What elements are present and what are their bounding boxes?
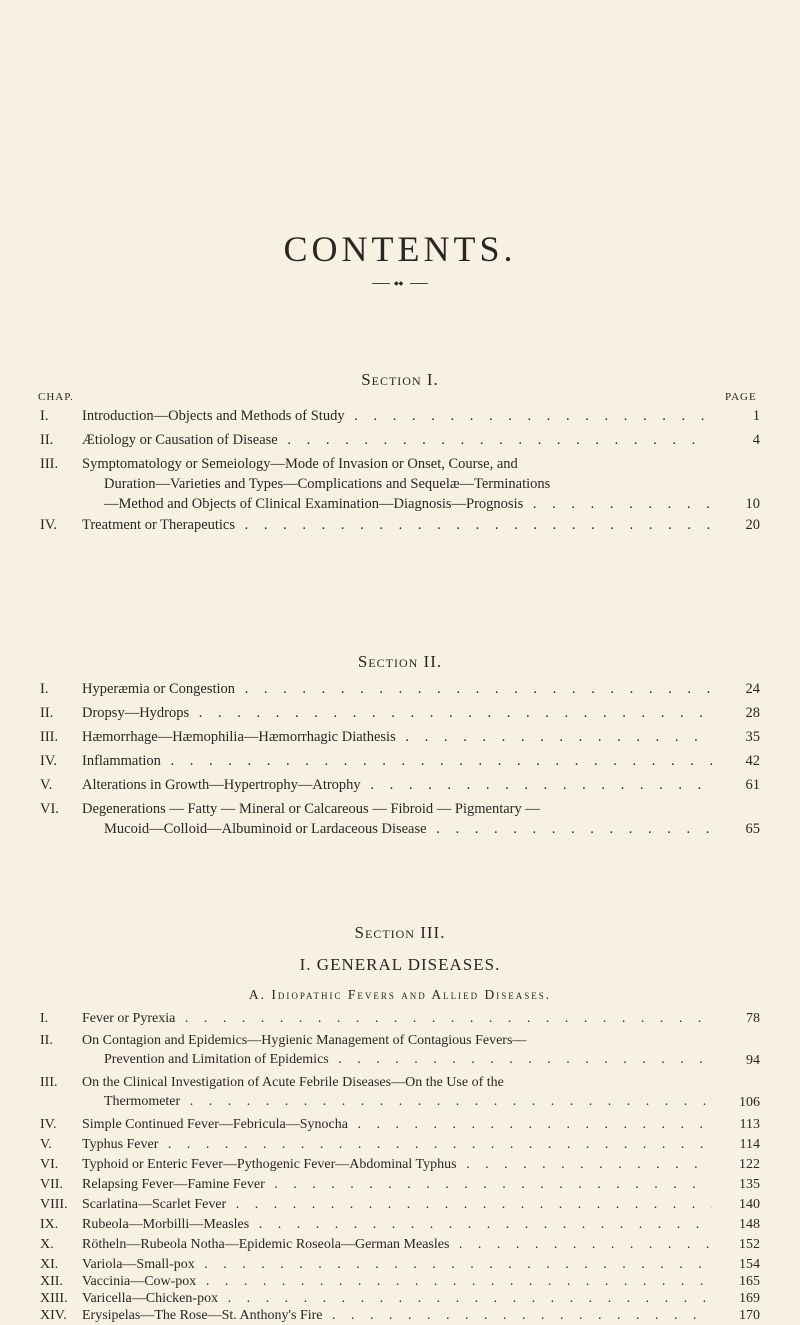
section-3-subheading: I. GENERAL DISEASES. (299, 955, 501, 974)
chapter-title-line: Introduction—Objects and Methods of Study . . . (82, 406, 712, 426)
page-number: 10 (745, 496, 760, 512)
chapter-number: VI. (40, 1157, 59, 1172)
chapter-title-line: Hæmorrhage—Hæmophilia—Hæmorrhagic Diathesis . . . (82, 727, 712, 747)
chapter-title-line: Relapsing Fever—Famine Fever . . . (82, 1175, 712, 1194)
chapter-number: XII. (40, 1274, 63, 1289)
chapter-number: X. (40, 1237, 54, 1252)
chapter-title-line: Dropsy—Hydrops . . . (82, 703, 712, 723)
chapter-title (82, 515, 712, 535)
chapter-title (82, 1009, 712, 1028)
page-number: 113 (739, 1117, 760, 1132)
chapter-number: IX. (40, 1217, 59, 1232)
page-column-header: PAGE (725, 391, 757, 403)
chapter-title-line: Variola—Small-pox . . . (82, 1255, 712, 1274)
chapter-title-line: —Method and Objects of Clinical Examination—Diagnosis—Prognosis . . . (82, 494, 712, 514)
page-number: 42 (745, 753, 760, 769)
chapter-title-line: Inflammation . . . (82, 751, 712, 771)
chapter-number: II. (40, 432, 54, 448)
page-number: 140 (739, 1197, 760, 1212)
chapter-title (82, 775, 712, 795)
chapter-title-line: Degenerations — Fatty — Mineral or Calcareous — Fibroid — Pigmentary — (82, 801, 540, 817)
page-number: 170 (739, 1308, 760, 1323)
chapter-number: I. (40, 681, 49, 697)
chapter-title-line: Varicella—Chicken-pox . . . (82, 1289, 712, 1308)
page-number: 4 (752, 432, 760, 448)
title-ornament: ◆◆ (372, 281, 428, 287)
chapter-title-line: Scarlatina—Scarlet Fever . . . (82, 1195, 712, 1214)
chapter-title-line: Typhus Fever . . . (82, 1135, 712, 1154)
chapter-title-line: Ætiology or Causation of Disease . . . (82, 430, 712, 450)
chapter-title-line: Symptomatology or Semeiology—Mode of Invasion or Onset, Course, and (82, 456, 518, 472)
chapter-number: II. (40, 1033, 53, 1048)
chapter-title-line: Duration—Varieties and Types—Complications and Sequelæ—Terminations (104, 476, 551, 492)
chapter-title (82, 1175, 712, 1194)
page-number: 122 (739, 1157, 760, 1172)
chapter-title (82, 454, 712, 514)
page-number: 35 (745, 729, 760, 745)
chapter-number: III. (40, 729, 59, 745)
chapter-title-line: Hyperæmia or Congestion . . . (82, 679, 712, 699)
chapter-number: XIV. (40, 1308, 67, 1323)
chapter-title (82, 1073, 712, 1111)
chapter-title-line: Prevention and Limitation of Epidemics . . . (82, 1050, 712, 1069)
page-number: 78 (746, 1011, 760, 1026)
page-number: 24 (745, 681, 760, 697)
page-number: 106 (739, 1095, 760, 1110)
chapter-number: III. (40, 456, 59, 472)
page-number: 1 (752, 408, 760, 424)
chapter-title (82, 727, 712, 747)
chapter-title (82, 1115, 712, 1134)
page-number: 61 (745, 777, 760, 793)
chapter-title (82, 1135, 712, 1154)
chapter-title-line: Alterations in Growth—Hypertrophy—Atrophy . . . (82, 775, 712, 795)
chapter-number: IV. (40, 517, 58, 533)
page-number: 165 (739, 1274, 760, 1289)
page-number: 152 (739, 1237, 760, 1252)
page-number: 148 (739, 1217, 760, 1232)
chap-column-header: CHAP. (38, 391, 74, 403)
page-number: 20 (745, 517, 760, 533)
chapter-title (82, 1155, 712, 1174)
chapter-title (82, 679, 712, 699)
page-number: 65 (745, 821, 760, 837)
page-number: 135 (739, 1177, 760, 1192)
chapter-number: I. (40, 408, 49, 424)
chapter-title-line: Thermometer . . . (82, 1092, 712, 1111)
chapter-number: IV. (40, 753, 58, 769)
chapter-title (82, 1031, 712, 1069)
chapter-number: XI. (40, 1257, 59, 1272)
page-number: 154 (739, 1257, 760, 1272)
page-number: 169 (739, 1291, 760, 1306)
chapter-number: V. (40, 1137, 52, 1152)
chapter-title (82, 751, 712, 771)
chapter-title (82, 1306, 712, 1325)
chapter-title-line: Rötheln—Rubeola Notha—Epidemic Roseola—German Measles . . . (82, 1235, 712, 1254)
chapter-number: IV. (40, 1117, 57, 1132)
chapter-number: XIII. (40, 1291, 68, 1306)
chapter-title-line: Treatment or Therapeutics . . . (82, 515, 712, 535)
chapter-title-line: On the Clinical Investigation of Acute Febrile Diseases—On the Use of the (82, 1075, 504, 1090)
chapter-title-line: Vaccinia—Cow-pox . . . (82, 1272, 712, 1291)
chapter-title (82, 1235, 712, 1254)
chapter-title (82, 1195, 712, 1214)
page-title: CONTENTS. (283, 229, 517, 269)
chapter-number: VII. (40, 1177, 63, 1192)
chapter-title-line: Erysipelas—The Rose—St. Anthony's Fire . . . (82, 1306, 712, 1325)
chapter-title (82, 430, 712, 450)
chapter-title-line: Typhoid or Enteric Fever—Pythogenic Fever—Abdominal Typhus . . . (82, 1155, 712, 1174)
chapter-number: II. (40, 705, 54, 721)
chapter-title (82, 799, 712, 839)
chapter-number: VIII. (40, 1197, 68, 1212)
chapter-title-line: On Contagion and Epidemics—Hygienic Management of Contagious Fevers— (82, 1033, 527, 1048)
chapter-title-line: Simple Continued Fever—Febricula—Synocha . . . (82, 1115, 712, 1134)
chapter-title (82, 1215, 712, 1234)
chapter-title (82, 406, 712, 426)
section-1-heading: Section I. (361, 370, 439, 389)
section-2-heading: Section II. (357, 652, 443, 671)
page-number: 94 (746, 1053, 760, 1068)
section-3-heading: Section III. (354, 923, 446, 942)
chapter-title (82, 703, 712, 723)
chapter-number: V. (40, 777, 53, 793)
chapter-number: VI. (40, 801, 59, 817)
chapter-title-line: Fever or Pyrexia . . . (82, 1009, 712, 1028)
chapter-title-line: Rubeola—Morbilli—Measles . . . (82, 1215, 712, 1234)
chapter-number: III. (40, 1075, 58, 1090)
section-3-subsubheading: A. Idiopathic Fevers and Allied Diseases. (248, 987, 552, 1002)
chapter-number: I. (40, 1011, 49, 1026)
chapter-title-line: Mucoid—Colloid—Albuminoid or Lardaceous Disease . . . (82, 819, 712, 839)
page-number: 114 (739, 1137, 760, 1152)
page-number: 28 (745, 705, 760, 721)
